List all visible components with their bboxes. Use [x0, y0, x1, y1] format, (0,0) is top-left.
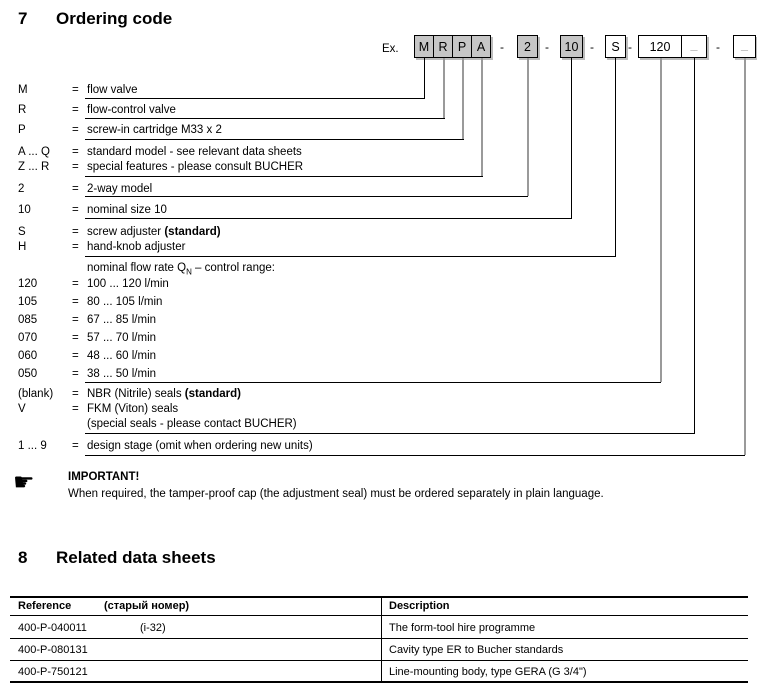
code-label: NBR (Nitrile) seals	[87, 388, 185, 400]
row-underline	[85, 196, 528, 197]
flow-header-text: nominal flow rate Q	[87, 262, 187, 274]
flow-header-subscript: N	[186, 267, 192, 277]
cell-reference: 400-P-750121	[18, 666, 88, 678]
table-row-line	[10, 638, 748, 639]
code-row	[18, 161, 303, 173]
table-border-top	[10, 596, 748, 598]
code-row	[18, 388, 241, 400]
equals-sign: =	[72, 350, 79, 362]
code-box-a: A	[471, 35, 491, 58]
important-body: When required, the tamper-proof cap (the adjustment seal) must be ordered separately in plain language.	[68, 488, 604, 500]
code-label: 2-way model	[87, 183, 153, 195]
code-label: nominal size 10	[87, 204, 167, 216]
code-box-blank-seal	[681, 35, 707, 58]
header-reference: Reference	[18, 600, 72, 612]
code-value: 085	[18, 314, 38, 326]
code-label: 48 ... 60 l/min	[87, 350, 157, 362]
code-label: hand-knob adjuster	[87, 241, 186, 253]
code-label: (special seals - please contact BUCHER)	[87, 418, 297, 430]
code-row	[18, 296, 162, 308]
equals-sign: =	[72, 104, 79, 116]
code-row	[18, 368, 156, 380]
code-separator: -	[545, 40, 549, 54]
code-label: special features - please consult BUCHER	[87, 161, 304, 173]
blank-placeholder: _	[741, 37, 748, 52]
code-label: screw adjuster	[87, 226, 165, 238]
example-label: Ex.	[382, 43, 399, 55]
equals-sign: =	[72, 440, 79, 452]
code-value: P	[18, 124, 26, 136]
code-row	[18, 332, 156, 344]
code-value: V	[18, 403, 26, 415]
code-row	[18, 440, 313, 452]
equals-sign: =	[72, 278, 79, 290]
equals-sign: =	[72, 388, 79, 400]
code-row	[87, 418, 297, 430]
code-value: 070	[18, 332, 38, 344]
row-underline	[85, 382, 661, 383]
code-label: flow valve	[87, 84, 138, 96]
code-box-s: S	[605, 35, 626, 58]
code-box-m: M	[414, 35, 434, 58]
equals-sign: =	[72, 124, 79, 136]
section7-number: 7	[18, 9, 28, 28]
code-row	[18, 226, 221, 238]
table-column-divider	[381, 596, 382, 682]
code-label: design stage (omit when ordering new units)	[87, 440, 313, 452]
equals-sign: =	[72, 241, 79, 253]
cell-description: Cavity type ER to Bucher standards	[389, 644, 564, 656]
code-label: 67 ... 85 l/min	[87, 314, 157, 326]
equals-sign: =	[72, 314, 79, 326]
row-underline	[85, 256, 616, 257]
code-label: 100 ... 120 l/min	[87, 278, 169, 290]
code-row	[18, 278, 169, 290]
code-label: 80 ... 105 l/min	[87, 296, 163, 308]
code-value: 1 ... 9	[18, 440, 47, 452]
pointing-hand-icon: ☛	[13, 468, 35, 496]
equals-sign: =	[72, 146, 79, 158]
code-box-r: R	[433, 35, 453, 58]
code-row	[18, 204, 167, 216]
connector-line-120	[660, 58, 662, 382]
connector-line-seals	[694, 58, 695, 433]
row-underline	[85, 218, 572, 219]
table-border-bottom	[10, 681, 748, 683]
code-row	[18, 350, 156, 362]
code-box-p: P	[452, 35, 472, 58]
code-value: 2	[18, 183, 25, 195]
code-value: 105	[18, 296, 38, 308]
table-row-line	[10, 660, 748, 661]
code-row	[18, 241, 185, 253]
cell-description: The form-tool hire programme	[389, 622, 536, 634]
code-box-120: 120	[638, 35, 682, 58]
row-underline	[85, 176, 483, 177]
code-row	[18, 146, 302, 158]
equals-sign: =	[72, 226, 79, 238]
connector-line-s	[615, 58, 616, 256]
code-value: M	[18, 84, 28, 96]
cell-old-number: (i-32)	[140, 622, 166, 634]
equals-sign: =	[72, 183, 79, 195]
code-value: 120	[18, 278, 38, 290]
row-underline	[85, 455, 745, 456]
code-label: 57 ... 70 l/min	[87, 332, 157, 344]
table-header-line	[10, 615, 748, 616]
connector-line-a	[481, 58, 483, 176]
code-value: 050	[18, 368, 38, 380]
code-value: S	[18, 226, 26, 238]
row-underline	[85, 139, 464, 140]
code-value: 10	[18, 204, 31, 216]
section8-number: 8	[18, 548, 28, 567]
code-row	[18, 104, 176, 116]
code-label: 38 ... 50 l/min	[87, 368, 157, 380]
equals-sign: =	[72, 296, 79, 308]
code-label: screw-in cartridge M33 x 2	[87, 124, 222, 136]
code-value: Z ... R	[18, 161, 50, 173]
important-title: IMPORTANT!	[68, 471, 140, 483]
connector-line-m	[424, 58, 425, 98]
connector-line-10	[571, 58, 572, 218]
code-label: FKM (Viton) seals	[87, 403, 179, 415]
code-value: R	[18, 104, 27, 116]
equals-sign: =	[72, 332, 79, 344]
code-label: standard model - see relevant data sheets	[87, 146, 302, 158]
code-label-bold: (standard)	[184, 388, 241, 400]
code-row	[18, 124, 222, 136]
code-separator: -	[716, 40, 720, 54]
connector-line-p	[462, 58, 464, 139]
connector-line-stage	[744, 58, 746, 455]
flow-header-text: – control range:	[191, 262, 275, 274]
row-underline	[85, 433, 695, 434]
equals-sign: =	[72, 368, 79, 380]
related-data-sheets-table	[10, 596, 748, 684]
code-box-2: 2	[517, 35, 538, 58]
code-label: flow-control valve	[87, 104, 176, 116]
code-value: A ... Q	[18, 146, 50, 158]
code-separator: -	[500, 40, 504, 54]
cell-reference: 400-P-080131	[18, 644, 88, 656]
code-label-bold: (standard)	[164, 226, 221, 238]
header-description: Description	[389, 600, 450, 612]
code-value: H	[18, 241, 27, 253]
code-value: 060	[18, 350, 38, 362]
code-box-blank-stage	[733, 35, 756, 58]
code-value: (blank)	[18, 388, 54, 400]
blank-placeholder: _	[690, 37, 698, 52]
code-row	[18, 183, 152, 195]
flow-rate-header	[87, 262, 275, 276]
code-row	[18, 403, 178, 415]
connector-line-2	[527, 58, 529, 196]
code-box-10: 10	[560, 35, 583, 58]
cell-description: Line-mounting body, type GERA (G 3/4")	[389, 666, 587, 678]
section7-title: Ordering code	[56, 9, 173, 28]
code-row	[18, 84, 138, 96]
equals-sign: =	[72, 84, 79, 96]
code-separator: -	[628, 40, 632, 54]
code-separator: -	[590, 40, 594, 54]
row-underline	[85, 118, 445, 119]
section8-title: Related data sheets	[56, 548, 216, 567]
row-underline	[85, 98, 425, 99]
code-row	[18, 314, 156, 326]
header-old-number: (старый номер)	[104, 600, 190, 612]
equals-sign: =	[72, 403, 79, 415]
connector-line-r	[443, 58, 445, 118]
cell-reference: 400-P-040011	[18, 622, 87, 634]
equals-sign: =	[72, 161, 79, 173]
equals-sign: =	[72, 204, 79, 216]
